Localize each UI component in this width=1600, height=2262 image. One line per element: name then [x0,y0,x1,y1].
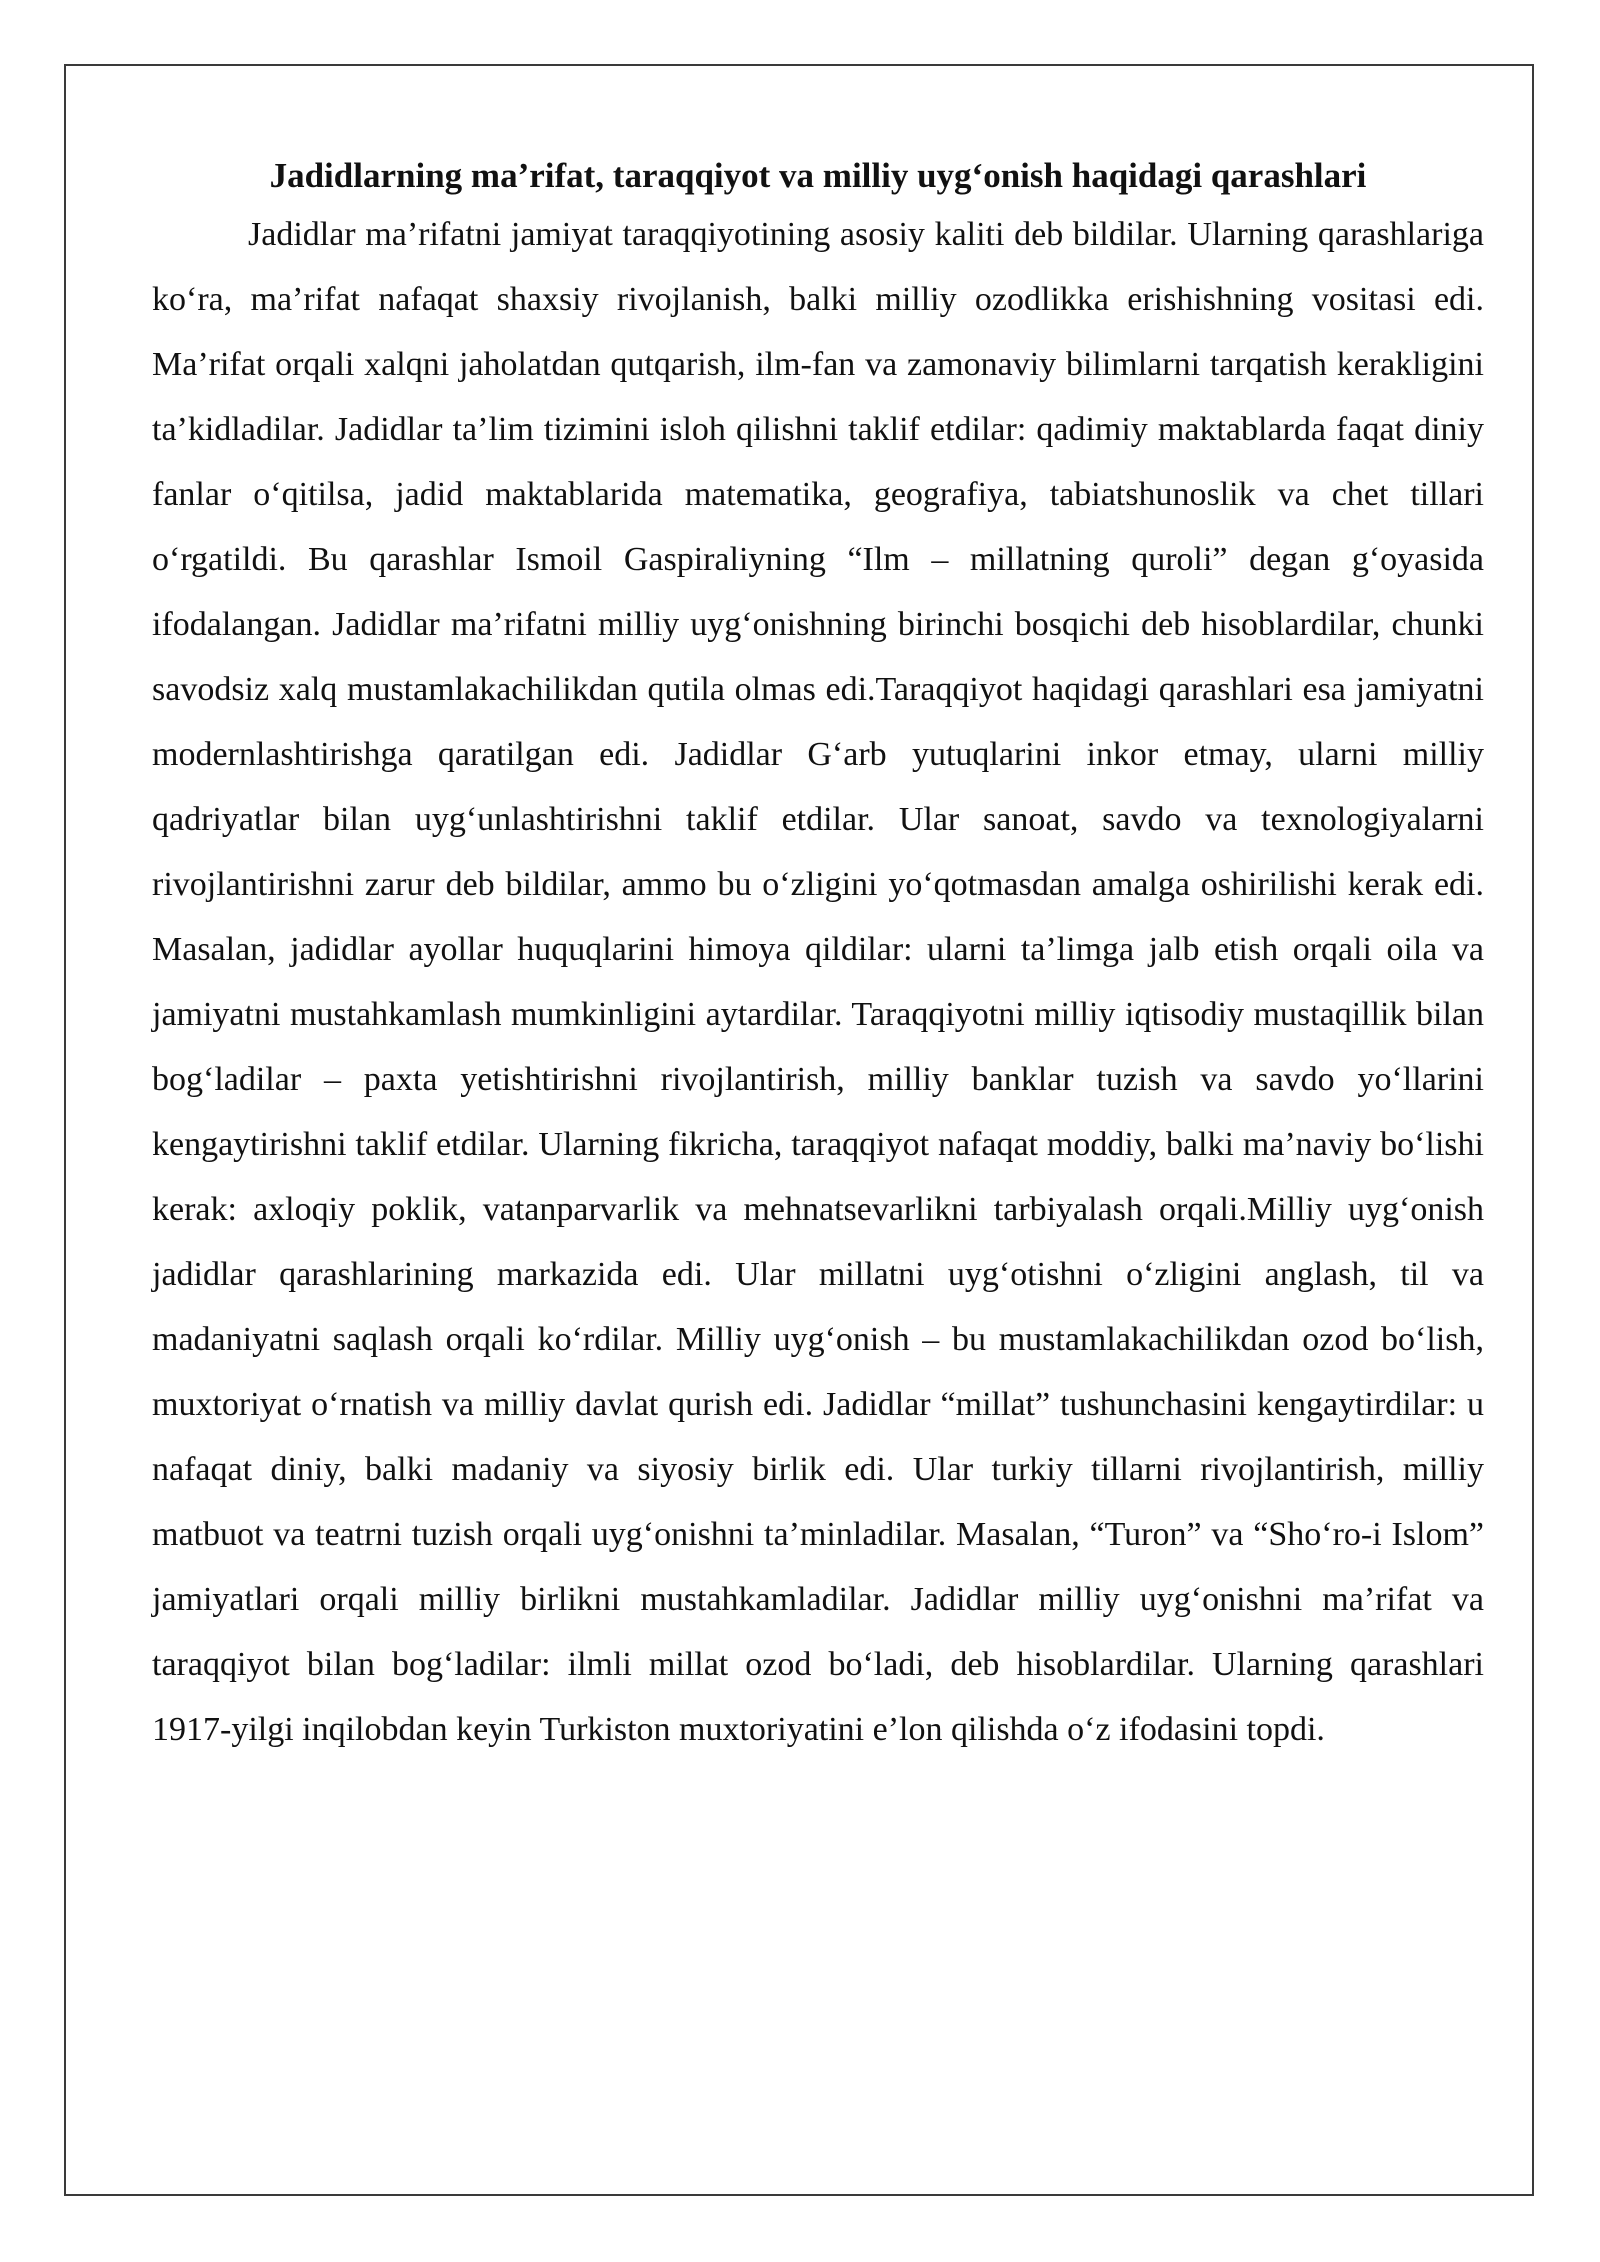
document-title: Jadidlarning ma’rifat, taraqqiyot va milliy uyg‘onish haqidagi qarashlari [269,156,1367,195]
document-body [152,150,1484,1762]
body-paragraph: Jadidlar ma’rifatni jamiyat taraqqiyotining asosiy kaliti deb bildilar. Ularning qarashlariga ko‘ra, ma’rifat nafaqat shaxsiy rivojlanish, balki milliy ozodlikka erishishning vositasi edi. Ma’rifat orqali xalqni jaholatdan qutqarish, ilm-fan va zamonaviy bilimlarni tarqatish kerakligini ta’kidladilar. Jadidlar ta’lim tizimini isloh qilishni taklif etdilar: qadimiy maktablarda faqat diniy fanlar o‘qitilsa, jadid maktablarida matematika, geografiya, tabiatshunoslik va chet tillari o‘rgatildi. Bu qarashlar Ismoil Gaspiraliyning “Ilm – millatning quroli” degan g‘oyasida ifodalangan. Jadidlar ma’rifatni milliy uyg‘onishning birinchi bosqichi deb hisoblardilar, chunki savodsiz xalq mustamlakachilikdan qutila olmas edi.Taraqqiyot haqidagi qarashlari esa jamiyatni modernlashtirishga qaratilgan edi. Jadidlar G‘arb yutuqlarini inkor etmay, ularni milliy qadriyatlar bilan uyg‘unlashtirishni taklif etdilar. Ular sanoat, savdo va texnologiyalarni rivojlantirishni zarur deb bildilar, ammo bu o‘zligini yo‘qotmasdan amalga oshirilishi kerak edi. Masalan, jadidlar ayollar huquqlarini himoya qildilar: ularni ta’limga jalb etish orqali oila va jamiyatni mustahkamlash mumkinligini aytardilar. Taraqqiyotni milliy iqtisodiy mustaqillik bilan bog‘ladilar – paxta yetishtirishni rivojlantirish, milliy banklar tuzish va savdo yo‘llarini kengaytirishni taklif etdilar. Ularning fikricha, taraqqiyot nafaqat moddiy, balki ma’naviy bo‘lishi kerak: axloqiy poklik, vatanparvarlik va mehnatsevarlikni tarbiyalash orqali.Milliy uyg‘onish jadidlar qarashlarining markazida edi. Ular millatni uyg‘otishni o‘zligini anglash, til va madaniyatni saqlash orqali ko‘rdilar. Milliy uyg‘onish – bu mustamlakachilikdan ozod bo‘lish, muxtoriyat o‘rnatish va milliy davlat qurish edi. Jadidlar “millat” tushunchasini kengaytirdilar: u nafaqat diniy, balki madaniy va siyosiy birlik edi. Ular turkiy tillarni rivojlantirish, milliy matbuot va teatrni tuzish orqali uyg‘onishni ta’minladilar. Masalan, “Turon” va “Sho‘ro-i Islom” jamiyatlari orqali milliy birlikni mustahkamladilar. Jadidlar milliy uyg‘onishni ma’rifat va taraqqiyot bilan bog‘ladilar: ilmli millat ozod bo‘ladi, deb hisoblardilar. Ularning qarashlari 1917-yilgi inqilobdan keyin Turkiston muxtoriyatini e’lon qilishda o‘z ifodasini topdi. [152,216,1484,1748]
